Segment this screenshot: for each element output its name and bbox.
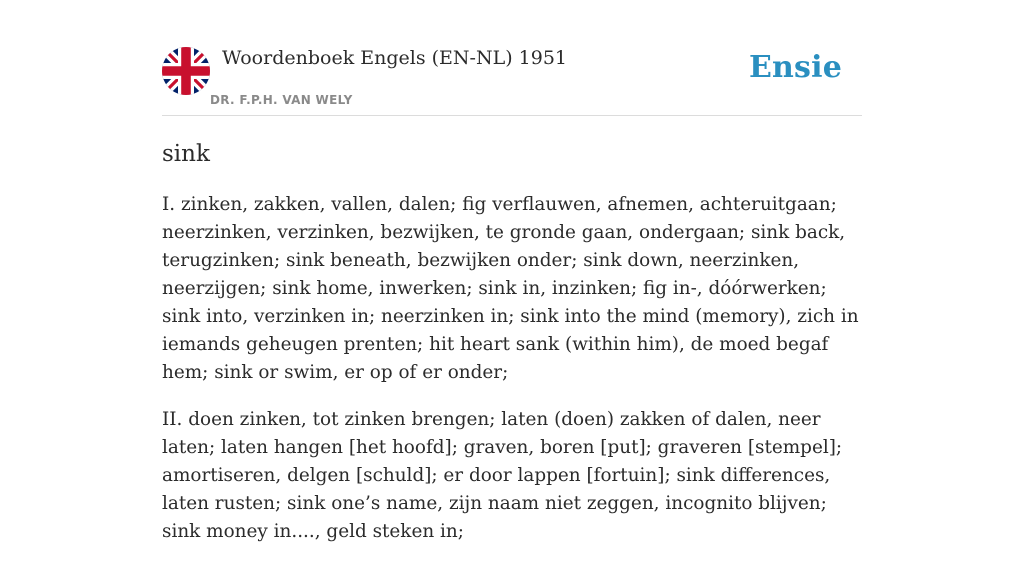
headword: sink	[162, 141, 210, 167]
dictionary-page	[162, 0, 862, 542]
dictionary-author: DR. F.P.H. VAN WELY	[210, 93, 353, 107]
definition-1: I. zinken, zakken, vallen, dalen; fig verflauwen, afnemen, achteruitgaan; neerzinken, verzinken, bezwijken, te gronde gaan, ondergaan; sink back, terugzinken; sink beneath, bezwijken onder; sink down, neerzinken, neerzijgen; sink home, inwerken; sink in, inzinken; fig in-, dóórwerken; sink into, verzinken in; neerzinken in; sink into the mind (memory), zich in iemands geheugen prenten; hit heart sank (within him), de moed begaf hem; sink or swim, er op of er onder;	[162, 194, 859, 383]
uk-flag-icon	[162, 47, 210, 95]
definitions	[162, 191, 862, 565]
ensie-logo-link[interactable]: Ensie	[748, 50, 842, 85]
definition-2: II. doen zinken, tot zinken brengen; laten (doen) zakken of dalen, neer laten; laten hangen [het hoofd]; graven, boren [put]; graveren [stempel]; amortiseren, delgen [schuld]; er door lappen [fortuin]; sink differences, laten rusten; sink one’s name, zijn naam niet zeggen, incognito blijven; sink money in...., geld steken in;	[162, 409, 843, 542]
entry-header	[162, 0, 862, 116]
dictionary-title[interactable]: Woordenboek Engels (EN-NL) 1951	[222, 47, 567, 69]
